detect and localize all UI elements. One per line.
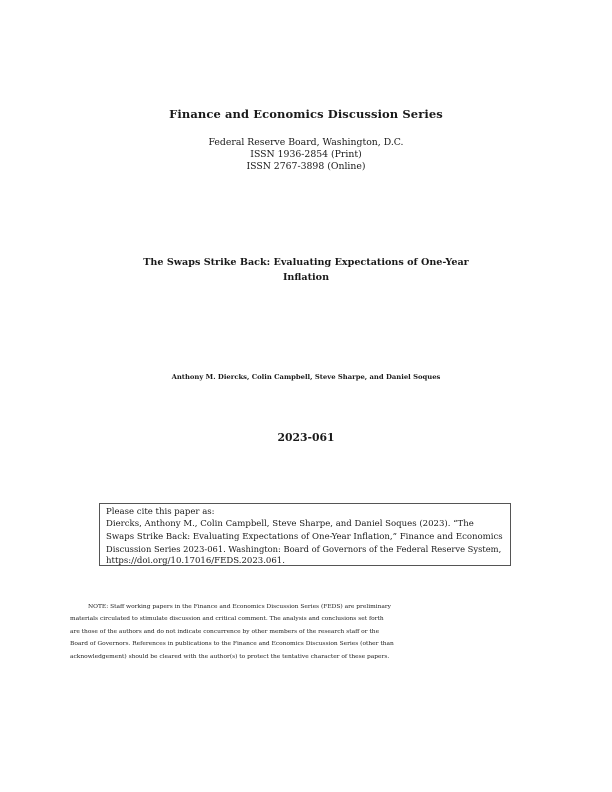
note-line: acknowledgement) should be cleared with the author(s) to protect the tentative character of these papers.	[70, 653, 390, 660]
citation-line: Discussion Series 2023-061. Washington: Board of Governors of the Federal Reserve System,	[106, 543, 502, 554]
citation-line: Please cite this paper as:	[106, 507, 215, 517]
note-line: are those of the authors and do not indicate concurrence by other members of the research staff or the	[70, 628, 380, 635]
citation-line: Diercks, Anthony M., Colin Campbell, Steve Sharpe, and Daniel Soques (2023). “The	[106, 519, 474, 530]
citation-line: Swaps Strike Back: Evaluating Expectations of One-Year Inflation,” Finance and Economics	[106, 531, 503, 542]
citation-doi-link[interactable]: https://doi.org/10.17016/FEDS.2023.061.	[106, 556, 285, 567]
paper-number: 2023-061	[277, 431, 335, 444]
citation-box	[99, 503, 511, 566]
paper-title	[70, 255, 542, 285]
series-title: Finance and Economics Discussion Series	[169, 107, 443, 121]
disclaimer-note	[70, 601, 545, 663]
note-line: Board of Governors. References in publications to the Finance and Economics Discussion Series (other than	[70, 641, 394, 648]
note-line: NOTE: Staff working papers in the Finance and Economics Discussion Series (FEDS) are preliminary	[88, 604, 392, 610]
paper-title-line-2: Inflation	[282, 272, 330, 283]
series-info	[0, 137, 612, 173]
institution-line: Federal Reserve Board, Washington, D.C.	[208, 137, 404, 148]
issn-print-line: ISSN 1936-2854 (Print)	[250, 149, 362, 160]
authors: Anthony M. Diercks, Colin Campbell, Steve Sharpe, and Daniel Soques	[171, 373, 441, 381]
issn-online-line: ISSN 2767-3898 (Online)	[246, 161, 366, 172]
note-line: materials circulated to stimulate discussion and critical comment. The analysis and conclusions set forth	[70, 616, 384, 623]
paper-title-line-1: The Swaps Strike Back: Evaluating Expectations of One-Year	[143, 257, 469, 268]
